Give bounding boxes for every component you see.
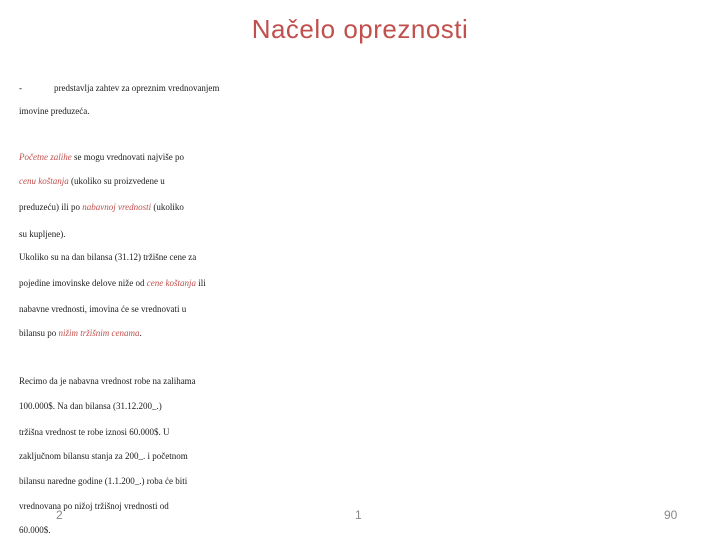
text-segment: (ukoliko su proizvedene u bbox=[68, 176, 165, 186]
text-segment: pojedine imovinske delove niže od bbox=[19, 278, 147, 288]
text-line bbox=[19, 426, 169, 438]
text-line bbox=[19, 228, 66, 240]
highlighted-term: nižim tržišnim cenama bbox=[58, 328, 140, 338]
text-line bbox=[19, 500, 169, 512]
text-segment: predstavlja zahtev za opreznim vrednovanjem bbox=[54, 83, 220, 93]
text-segment: se mogu vrednovati najviše po bbox=[71, 152, 184, 162]
highlighted-term: cenu koštanja bbox=[19, 176, 69, 186]
text-line bbox=[19, 105, 89, 117]
text-segment: vrednovana po nižoj tržišnoj vrednosti od bbox=[19, 501, 169, 511]
text-line bbox=[19, 400, 162, 412]
footer-page-number: 90 bbox=[664, 508, 678, 522]
text-segment: zaključnom bilansu stanja za 200_. i početnom bbox=[19, 451, 188, 461]
text-line bbox=[19, 375, 196, 387]
text-line bbox=[19, 151, 184, 163]
text-line bbox=[19, 327, 142, 339]
text-line bbox=[19, 450, 188, 462]
text-segment: 60.000$. bbox=[19, 525, 51, 535]
text-line bbox=[19, 475, 187, 487]
text-segment: su kupljene). bbox=[19, 229, 66, 239]
text-segment: Ukoliko su na dan bilansa (31.12) tržišne cene za bbox=[19, 252, 197, 262]
text-line bbox=[19, 524, 51, 536]
text-segment: . bbox=[139, 328, 142, 338]
highlighted-term: Početne zalihe bbox=[19, 152, 72, 162]
text-line bbox=[19, 303, 186, 315]
text-line bbox=[19, 251, 196, 263]
slide-title: Načelo opreznosti bbox=[251, 14, 469, 44]
text-segment: preduzeću) ili po bbox=[19, 202, 83, 212]
text-segment: nabavne vrednosti, imovina će se vrednovati u bbox=[19, 304, 187, 314]
text-segment: tržišna vrednost te robe iznosi 60.000$. U bbox=[19, 427, 170, 437]
text-segment: 100.000$. Na dan bilansa (31.12.200_.) bbox=[19, 401, 162, 411]
text-line bbox=[19, 201, 184, 213]
text-segment: bilansu naredne godine (1.1.200_.) roba će biti bbox=[19, 476, 188, 486]
text-line bbox=[19, 82, 219, 94]
text-segment: Recimo da je nabavna vrednost robe na zalihama bbox=[19, 376, 196, 386]
text-segment: bilansu po bbox=[19, 328, 59, 338]
highlighted-term: cene koštanja bbox=[146, 278, 196, 288]
footer-center-number: 1 bbox=[355, 508, 362, 522]
text-segment: ili bbox=[195, 278, 206, 288]
bullet-dash: - bbox=[19, 83, 22, 93]
text-line bbox=[19, 277, 206, 289]
text-segment: (ukoliko bbox=[151, 202, 184, 212]
text-line bbox=[19, 175, 165, 187]
text-segment: imovine preduzeća. bbox=[19, 106, 90, 116]
footer-left-number: 2 bbox=[56, 508, 63, 522]
highlighted-term: nabavnoj vrednosti bbox=[82, 202, 152, 212]
